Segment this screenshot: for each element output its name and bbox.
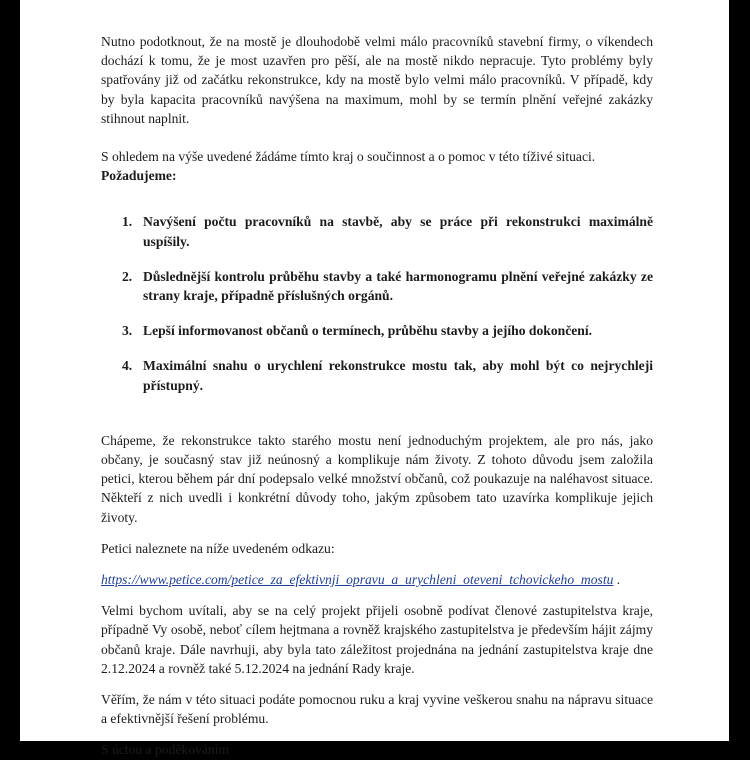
paragraph-petition-context: Chápeme, že rekonstrukce takto starého mostu není jednoduchým projektem, ale pro nás, jako občany, je současný stav již neúnosný a komplikuje nám životy. Z tohoto důvodu jsem založila petici, kterou během pár dní podepsalo velké množství občanů, což poukazuje na naléhavost situace. Někteří z nich uvedli i konkrétní důvody toho, jakým způsobem tato uzavírka komplikuje jejich životy. [101, 432, 653, 525]
demand-number: 4. [122, 358, 133, 374]
paragraph-petition-link-intro: Petici naleznete na níže uvedeném odkazu: [101, 540, 335, 556]
closing-salutation: S úctou a poděkováním [101, 742, 229, 758]
petition-link-line [101, 570, 653, 589]
demand-item [101, 321, 653, 340]
demands-heading: Požadujeme: [101, 168, 177, 184]
demand-number: 2. [122, 268, 133, 284]
demand-text: Důslednější kontrolu průběhu stavby a také harmonogramu plnění veřejné zakázky ze strany kraje, případně příslušných orgánů. [143, 268, 653, 304]
demand-item [101, 356, 653, 394]
document-page [20, 0, 729, 758]
paragraph-hope: Věřím, že nám v této situaci podáte pomocnou ruku a kraj vyvine veškerou snahu na nápravu situace a efektivnější řešení problému. [101, 692, 653, 727]
paragraph-request: S ohledem na výše uvedené žádáme tímto kraj o součinnost a o pomoc v této tíživé situaci. [101, 149, 596, 165]
demand-item [101, 267, 653, 305]
demand-text: Lepší informovanost občanů o termínech, průběhu stavby a jejího dokončení. [143, 323, 593, 339]
link-suffix: . [613, 572, 621, 588]
petition-link[interactable]: https://www.petice.com/petice_za_efektivnji_opravu_a_urychleni_oteveni_tchovickeho_mostu [101, 572, 614, 588]
demand-text: Navýšení počtu pracovníků na stavbě, aby se práce při rekonstrukci maximálně uspíšily. [143, 214, 653, 249]
demand-item [101, 212, 653, 250]
demand-text: Maximální snahu o urychlení rekonstrukce mostu tak, aby mohl být co nejrychleji přístupný. [143, 358, 653, 393]
document-body [101, 32, 653, 760]
paragraph-visit-request: Velmi bychom uvítali, aby se na celý projekt přijeli osobně podívat členové zastupitelstva kraje, případně Vy osobě, neboť cílem hejtmana a rovněž krajského zastupitelstva je především hájit zájmy občanů kraje. Dále navrhuji, aby byla tato záležitost projednána na jednání zastupitelstva kraje dne 2.12.2024 a rovněž také 5.12.2024 na jednání Rady kraje. [101, 603, 653, 676]
paragraph-staffing: Nutno podotknout, že na mostě je dlouhodobě velmi málo pracovníků stavební firmy, o víkendech dochází k tomu, že je most uzavřen pro pěší, ale na mostě nikdo nepracuje. Tyto problémy byly spatřovány již od začátku rekonstrukce, kdy na mostě bylo velmi málo pracovníků. V případě, kdy by byla kapacita pracovníků navýšena na maximum, mohl by se termín plnění veřejné zakázky stihnout naplnit. [101, 34, 653, 126]
demand-number: 3. [122, 323, 133, 339]
demands-list [101, 212, 653, 394]
demand-number: 1. [122, 214, 133, 230]
